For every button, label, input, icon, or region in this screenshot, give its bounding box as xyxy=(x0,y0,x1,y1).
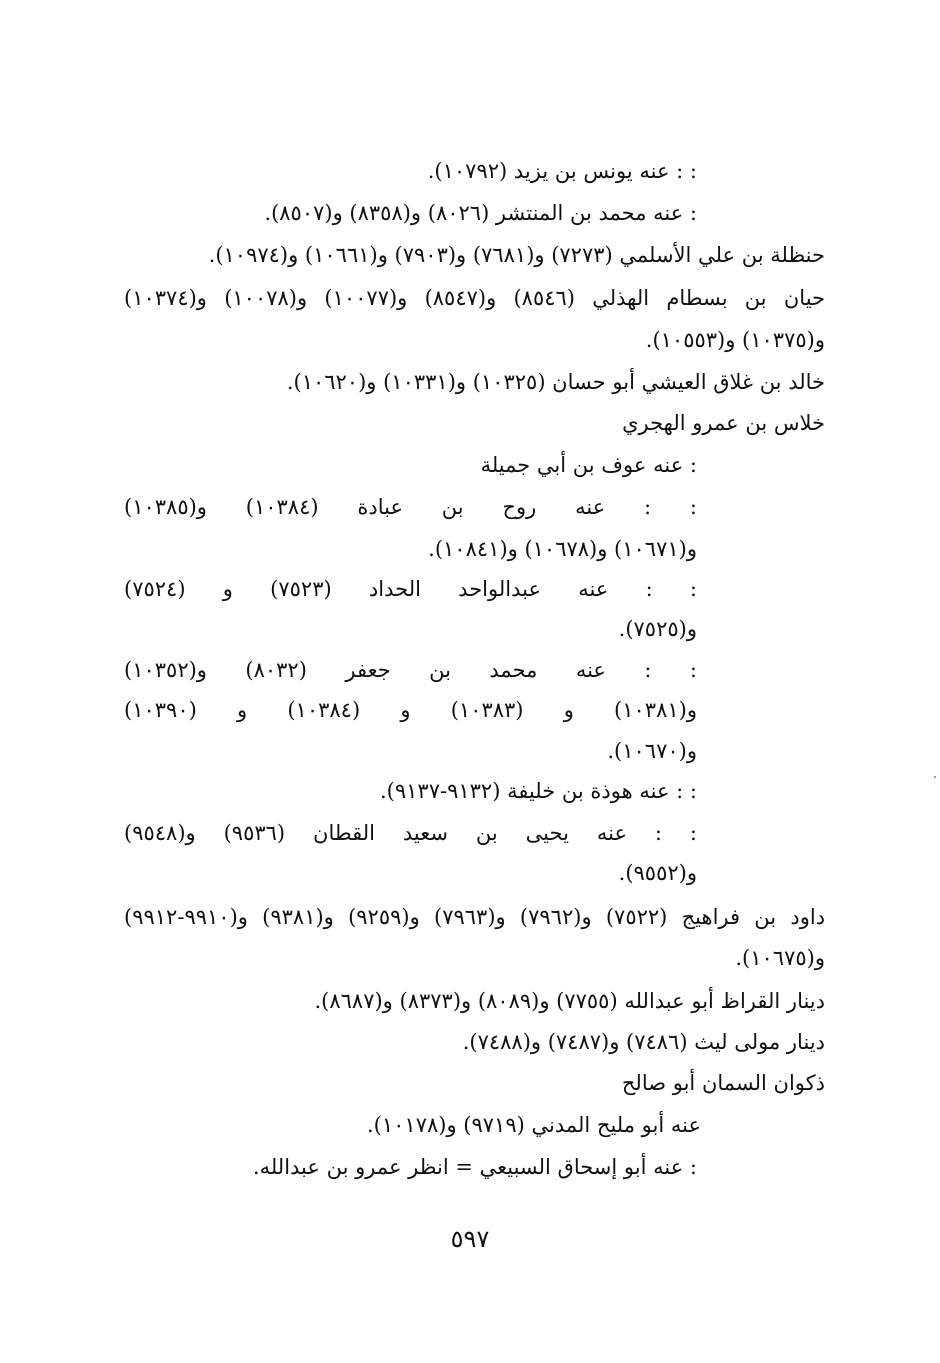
index-line: و(١٠٣٧٥) و(١٠٥٥٣). xyxy=(645,328,825,352)
index-line: داود بن فراهيج (٧٥٢٢) و(٧٩٦٢) و(٧٩٦٣) و(٩٢٥٩) و(٩٣٨١) و(٩٩١٠-٩٩١٢) xyxy=(124,905,826,929)
index-line: : : عنه محمد بن جعفر (٨٠٣٢) و(١٠٣٥٢) xyxy=(124,658,697,682)
index-line: و(٧٥٢٥). xyxy=(618,617,697,641)
index-line: : : عنه روح بن عبادة (١٠٣٨٤) و(١٠٣٨٥) xyxy=(124,495,697,519)
index-line: و(١٠٦٧٥). xyxy=(735,946,825,970)
index-line: و(١٠٦٧٠). xyxy=(607,739,697,763)
index-line: : عنه أبو إسحاق السبيعي = انظر عمرو بن عبدالله. xyxy=(252,1155,697,1179)
index-line: خالد بن غلاق العيشي أبو حسان (١٠٣٢٥) و(١٠٣٣١) و(١٠٦٢٠). xyxy=(286,370,825,394)
index-line: : : عنه يونس بن يزيد (١٠٧٩٢). xyxy=(427,159,697,183)
index-line: حنظلة بن علي الأسلمي (٧٢٧٣) و(٧٦٨١) و(٧٩٠٣) و(١٠٦٦١) و(١٠٩٧٤). xyxy=(208,243,825,267)
index-line: و(٩٥٥٢). xyxy=(618,861,697,885)
index-line: ذكوان السمان أبو صالح xyxy=(621,1071,825,1095)
index-line: خلاس بن عمرو الهجري xyxy=(622,411,825,435)
index-line: حيان بن بسطام الهذلي (٨٥٤٦) و(٨٥٤٧) و(١٠٠٧٧) و(١٠٠٧٨) و(١٠٣٧٤) xyxy=(124,286,826,310)
index-line: : : عنه عبدالواحد الحداد (٧٥٢٣) و (٧٥٢٤) xyxy=(124,577,697,601)
index-line: دينار مولى ليث (٧٤٨٦) و(٧٤٨٧) و(٧٤٨٨). xyxy=(462,1030,825,1054)
index-line: عنه أبو مليح المدني (٩٧١٩) و(١٠١٧٨). xyxy=(367,1113,701,1137)
scan-speck xyxy=(934,776,936,778)
index-line: و(١٠٣٨١) و (١٠٣٨٣) و (١٠٣٨٤) و (١٠٣٩٠) xyxy=(124,698,697,722)
index-line: : : عنه هوذة بن خليفة (٩١٣٢-٩١٣٧). xyxy=(379,779,697,803)
index-line: و(١٠٦٧١) و(١٠٦٧٨) و(١٠٨٤١). xyxy=(428,537,697,561)
index-line: دينار القراظ أبو عبدالله (٧٧٥٥) و(٨٠٨٩) و(٨٣٧٣) و(٨٦٨٧). xyxy=(314,989,825,1013)
index-line: : : عنه يحيى بن سعيد القطان (٩٥٣٦) و(٩٥٤٨) xyxy=(124,821,697,845)
index-line: : عنه محمد بن المنتشر (٨٠٢٦) و(٨٣٥٨) و(٨٥٠٧). xyxy=(264,201,697,225)
page-number: ٥٩٧ xyxy=(450,1225,490,1253)
index-line: : عنه عوف بن أبي جميلة xyxy=(480,453,697,477)
